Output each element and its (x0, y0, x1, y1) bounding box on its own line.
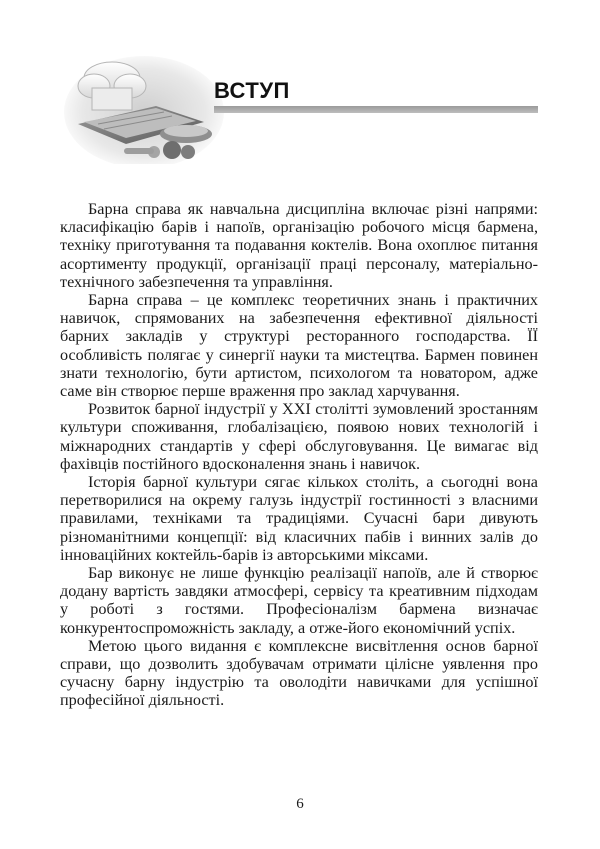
page-number: 6 (296, 796, 304, 812)
paragraph: Барна справа – це комплекс теоретичних знань і практичних навичок, спрямованих на забезпечення ефективної діяльності барних закладів у структурі ресторанного господарства. ЇЇ особливість полягає у синергії науки та мистецтва. Бармен повинен знати технологію, бути артистом, психологом та новатором, адже саме він створює перше враження про заклад харчування. (60, 291, 538, 401)
chapter-title: ВСТУП (214, 78, 290, 103)
body-text (60, 200, 538, 710)
paragraph: Метою цього видання є комплексне висвітлення основ барної справи, що дозволить здобувачам отримати цілісне уявлення про сучасну барну індустрію та оволодіти навичками для успішної професійної діяльності. (60, 636, 538, 710)
title-underline-rule (214, 106, 538, 113)
paragraph: Барна справа як навчальна дисципліна включає різні напрями: класифікацію барів і напоїв, організацію робочого місця бармена, техніку приготування та подавання коктелів. Вона охоплює питання асортименту продукції, організації праці персоналу, матеріально-технічного забезпечення та управління. (60, 200, 538, 291)
chef-hat-and-book-icon (64, 52, 224, 164)
paragraph: Розвиток барної індустрії у XXI столітті зумовлений зростанням культури споживання, глобалізацією, появою нових технологій і міжнародних стандартів у сфері обслуговування. Це вимагає від фахівців постійного вдосконалення знань і навичок. (60, 400, 538, 473)
paragraph: Бар виконує не лише функцію реалізації напоїв, але й створює додану вартість завдяки атмосфері, сервісу та креативним підходам у роботі з гостями. Професіоналізм бармена визначає конкурентоспроможність закладу, а отже-його економічний успіх. (60, 564, 538, 637)
paragraph: Історія барної культури сягає кількох століть, а сьогодні вона перетворилися на окрему галузь індустрії гостинності з власними правилами, техніками та традиціями. Сучасні бари дивують різноманітними концепції: від класичних пабів і винних залів до інноваційних коктейль-барів із авторськими міксами. (60, 473, 538, 564)
